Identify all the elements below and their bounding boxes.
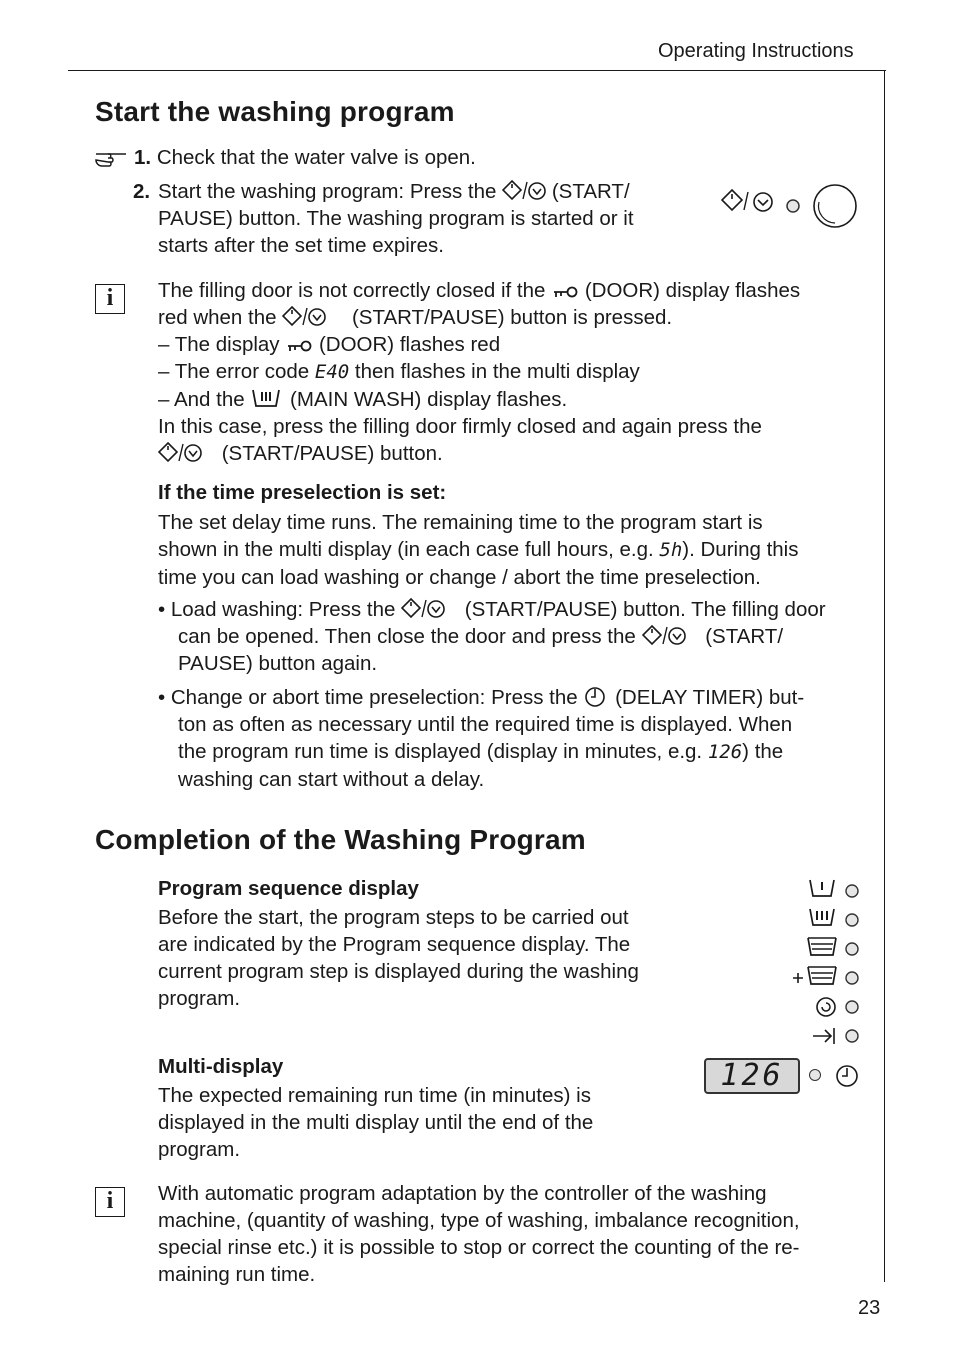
step-text: (START/	[551, 180, 630, 203]
info-block-adaptation	[158, 1180, 878, 1288]
info-text: machine, (quantity of washing, type of washing, imbalance recognition,	[158, 1209, 800, 1232]
start-pause-icon	[722, 190, 772, 211]
info-text: maining run time.	[158, 1263, 316, 1286]
paragraph-text: current program step is displayed during the washing	[158, 960, 639, 983]
start-pause-icon	[158, 441, 216, 463]
paragraph-text: ). During this	[682, 538, 799, 561]
paragraph-text: program.	[158, 1138, 241, 1161]
end-icon	[813, 1028, 834, 1044]
info-text: then flashes in the multi display	[354, 360, 640, 383]
preselection-heading: If the time preselection is set:	[158, 481, 447, 504]
start-pause-icon	[502, 179, 546, 201]
info-text: In this case, press the filling door firmly closed and again press the	[158, 415, 762, 438]
program-sequence-display	[786, 876, 862, 1050]
multi-display-heading: Multi-display	[158, 1055, 284, 1078]
bullet-change-preselection	[158, 684, 878, 793]
hand-pointer-icon	[94, 149, 128, 167]
step-line	[158, 178, 630, 205]
info-text: (START/PAUSE) button is pressed.	[351, 306, 673, 329]
preselection-paragraph	[158, 509, 878, 591]
bullet-text: (START/PAUSE) button. The filling door	[464, 598, 826, 621]
info-text: special rinse etc.) it is possible to stop or correct the counting of the re-	[158, 1236, 800, 1259]
paragraph-text: shown in the multi display (in each case full hours, e.g.	[158, 538, 654, 561]
spin-icon	[817, 998, 835, 1016]
paragraph-text: displayed in the multi display until the end of the	[158, 1111, 594, 1134]
info-block-door	[158, 277, 878, 467]
step-text: PAUSE) button. The washing program is started or it	[158, 207, 634, 230]
bullet-text: (DELAY TIMER) but-	[615, 686, 805, 709]
indicator-lamp	[846, 1030, 858, 1042]
info-icon: i	[95, 284, 125, 314]
step-number: 2.	[133, 180, 151, 203]
info-icon: i	[95, 1187, 125, 1217]
start-pause-icon	[642, 624, 700, 646]
info-text: (DOOR) flashes red	[318, 333, 501, 356]
start-pause-icon	[401, 597, 459, 619]
bullet-text: washing can start without a delay.	[178, 768, 485, 791]
bullet-text: (START/	[705, 625, 784, 648]
info-text: – The display	[158, 333, 280, 356]
info-text: (DOOR) display flashes	[584, 279, 801, 302]
start-pause-icon	[282, 305, 346, 327]
step-text: Check that the water valve is open.	[156, 146, 476, 169]
bullet-text: • Load washing: Press the	[158, 598, 396, 621]
bullet-text: PAUSE) button again.	[178, 652, 378, 675]
info-text: With automatic program adaptation by the controller of the washing	[158, 1182, 767, 1205]
indicator-lamp	[809, 1069, 821, 1081]
info-text: red when the	[158, 306, 277, 329]
multi-display-lcd: 126	[704, 1058, 800, 1094]
rinse-icon	[808, 938, 836, 955]
main-wash-icon	[250, 387, 284, 409]
step-text: starts after the set time expires.	[158, 234, 444, 257]
step-text: Start the washing program: Press the	[158, 180, 497, 203]
extra-rinse-icon	[793, 967, 836, 984]
paragraph-text: time you can load washing or change / abort the time preselection.	[158, 566, 761, 589]
paragraph-text: Before the start, the program steps to be carried out	[158, 906, 629, 929]
info-text: (START/PAUSE) button.	[221, 442, 443, 465]
indicator-lamp	[846, 885, 858, 897]
delay-timer-icon	[834, 1063, 860, 1089]
indicator-lamp	[846, 943, 858, 955]
start-pause-button-illustration	[718, 184, 860, 232]
bullet-text: ) the	[742, 740, 784, 763]
step-1	[134, 144, 476, 171]
paragraph-text: program.	[158, 987, 241, 1010]
start-pause-button	[814, 185, 856, 227]
section-title-start: Start the washing program	[95, 96, 455, 127]
indicator-lamp	[787, 200, 799, 212]
bullet-text: ton as often as necessary until the required time is displayed. When	[178, 713, 793, 736]
indicator-lamp	[846, 1001, 858, 1013]
paragraph-text: The expected remaining run time (in minutes) is	[158, 1084, 591, 1107]
pre-wash-icon	[810, 880, 834, 896]
bullet-load-washing	[158, 596, 878, 677]
error-code: E40	[314, 361, 350, 383]
section-title-completion: Completion of the Washing Program	[95, 824, 586, 855]
indicator-lamp	[846, 972, 858, 984]
header-rule	[68, 70, 886, 71]
display-example-hours: 5h	[659, 539, 683, 561]
psd-heading: Program sequence display	[158, 877, 419, 900]
right-margin-rule	[884, 70, 885, 1282]
delay-timer-icon	[583, 685, 609, 707]
paragraph-text: The set delay time runs. The remaining time to the program start is	[158, 511, 763, 534]
step-number: 1.	[134, 146, 152, 169]
info-text: The filling door is not correctly closed if the	[158, 279, 546, 302]
page-number: 23	[858, 1297, 881, 1319]
main-wash-icon	[810, 909, 834, 925]
info-text: – And the	[158, 388, 245, 411]
bullet-text: the program run time is displayed (display in minutes, e.g.	[178, 740, 703, 763]
door-key-icon	[285, 338, 313, 354]
psd-paragraph	[158, 904, 718, 1012]
running-title: Operating Instructions	[658, 40, 854, 62]
bullet-text: • Change or abort time preselection: Press the	[158, 686, 578, 709]
paragraph-text: are indicated by the Program sequence display. The	[158, 933, 631, 956]
bullet-text: can be opened. Then close the door and press the	[178, 625, 636, 648]
multi-display-paragraph	[158, 1082, 678, 1163]
door-key-icon	[551, 284, 579, 300]
display-example-minutes: 126	[707, 741, 743, 763]
info-text: (MAIN WASH) display flashes.	[290, 388, 568, 411]
indicator-lamp	[846, 914, 858, 926]
info-text: – The error code	[158, 360, 310, 383]
